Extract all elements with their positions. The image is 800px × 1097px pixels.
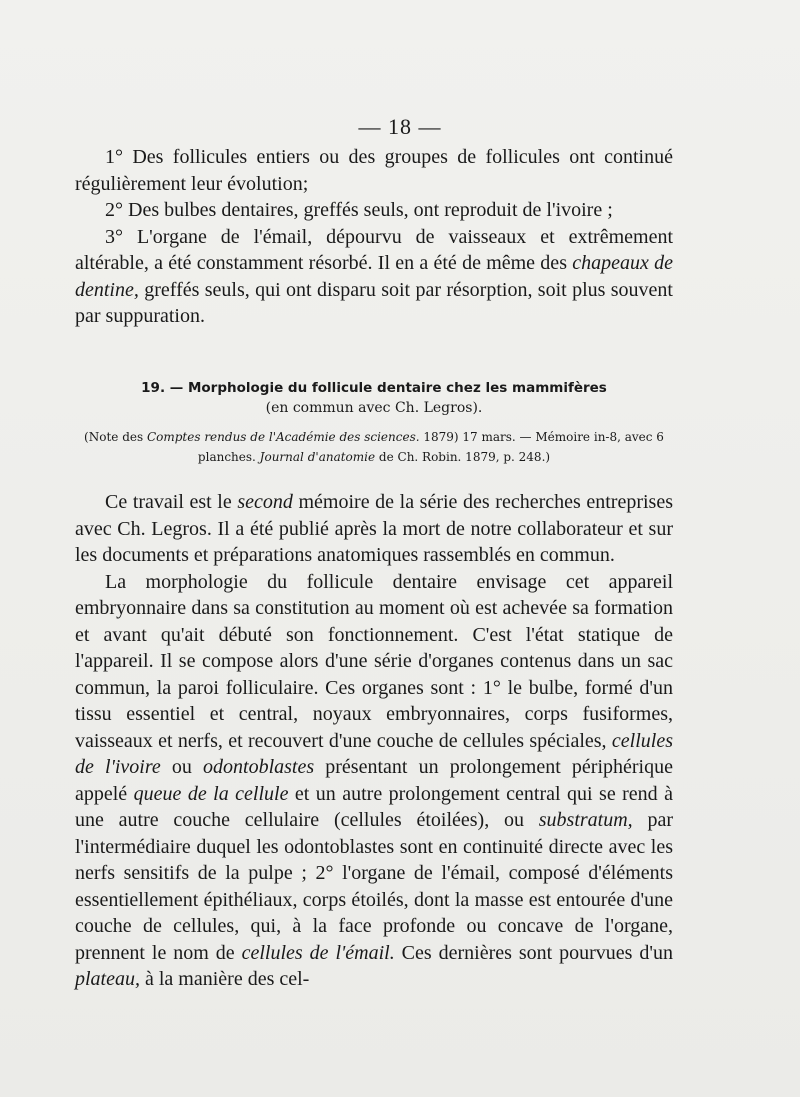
emphasis: cellules de l'émail.: [241, 941, 395, 964]
emphasis: chapeaux de dentine,: [75, 252, 673, 301]
text-run: ou: [160, 756, 204, 778]
emphasis: odontoblastes: [203, 756, 315, 778]
text-run: Ces dernières sont pourvues d'un: [394, 941, 673, 964]
emphasis: cellules de l'ivoire: [75, 729, 673, 778]
emphasis: substratum,: [538, 809, 633, 831]
body-text: [75, 489, 673, 993]
section-title: 19. — Morphologie du follicule dentaire chez les mammifères: [141, 380, 607, 396]
section-heading: [75, 378, 673, 418]
section-subtitle: (en commun avec Ch. Legros).: [265, 400, 483, 416]
emphasis: queue de la cellule: [133, 782, 289, 805]
body-paragraph-2: [75, 569, 673, 993]
text-run: 3° L'organe de l'émail, dépourvu de vaisseaux et extrêmement altérable, a été constamment résorbé. Il en a été de même des: [75, 225, 673, 274]
source-title: Journal d'anatomie: [259, 450, 376, 464]
bibliographic-note: [75, 427, 673, 467]
text-run: par l'intermédiaire duquel les odontoblastes sont en continuité directe avec les nerfs sensitifs de la pulpe ; 2° l'organe de l'émail, composé d'éléments essentiellement épithéliaux, corps étoilés, dont la masse est entourée d'une couche de cellules, qui, à la face profonde ou concave de l'organe, prennent le nom de: [75, 809, 673, 964]
emphasis: plateau,: [75, 968, 140, 990]
intro-paragraph-2: 2° Des bulbes dentaires, greffés seuls, ont reproduit de l'ivoire ;: [105, 199, 613, 221]
text-run: (Note des: [84, 430, 147, 444]
intro-paragraph-1: 1° Des follicules entiers ou des groupes de follicules ont continué régulièrement leur évolution;: [75, 146, 673, 195]
text-run: greffés seuls, qui ont disparu soit par résorption, soit plus souvent par suppuration.: [75, 278, 673, 327]
emphasis: second: [237, 491, 293, 513]
text-run: présentant un prolongement périphérique appelé: [75, 756, 673, 805]
text-run: La morphologie du follicule dentaire envisage cet appareil embryonnaire dans sa constitution au moment où est achevée sa formation et avant qu'ait débuté son fonctionnement. C'est l'état statique de l'appareil. Il se compose alors d'une série d'organes contenus dans un sac commun, la paroi folliculaire. Ces organes sont : 1° le bulbe, formé d'un tissu essentiel et central, noyaux embryonnaires, corps fusiformes, vaisseaux et nerfs, et recouvert d'une couche de cellules spéciales,: [75, 570, 673, 752]
page-number: — 18 —: [358, 114, 442, 139]
text-run: 1879) 17 mars. — Mémoire in-8, avec 6 planches.: [197, 430, 664, 464]
body-paragraph-1: [75, 489, 673, 569]
intro-paragraph-3: [75, 224, 673, 330]
text-run: et un autre prolongement central qui se rend à une autre couche cellulaire (cellules étoilées), ou: [75, 782, 673, 831]
text-run: de Ch. Robin. 1879, p. 248.): [375, 450, 551, 464]
intro-text: [75, 144, 673, 330]
text-run: mémoire de la série des recherches entreprises avec Ch. Legros. Il a été publié après la mort de notre collaborateur et sur les documents et préparations anatomiques rassemblés en commun.: [75, 491, 673, 566]
text-run: Ce travail est le: [105, 491, 238, 513]
text-run: à la manière des cel-: [140, 968, 310, 990]
source-title: Comptes rendus de l'Académie des sciences.: [146, 430, 420, 444]
